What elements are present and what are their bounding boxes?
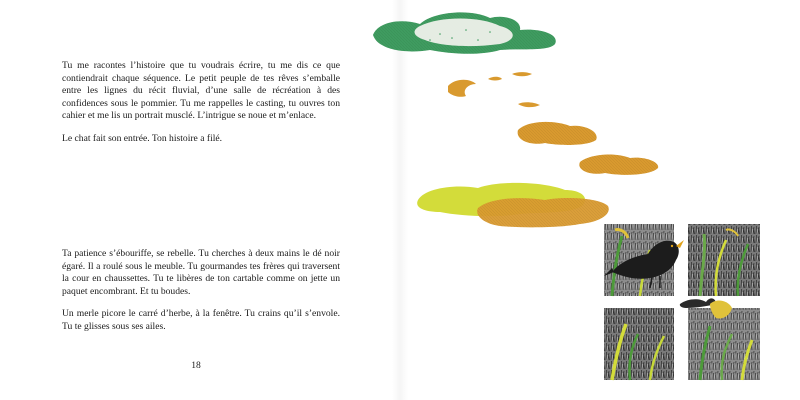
paragraph: Un merle picore le carré d’herbe, à la fenêtre. Tu crains qu’il s’envole. Tu te glisses sous ses ailes. bbox=[62, 308, 340, 332]
paragraph: Le chat fait son entrée. Ton histoire a filé. bbox=[62, 132, 223, 144]
book-gutter bbox=[392, 0, 408, 400]
text-block-top bbox=[62, 60, 340, 156]
page-number: 18 bbox=[191, 360, 201, 371]
paragraph: Ta patience s’ébouriffe, se rebelle. Tu cherches à deux mains le dé noir égaré. Il a roulé sous le meuble. Tu gourmandes tes frères qui traversent la cour en chaussettes. Tu te libères de ton cartable comme on jette un paquet encombrant. Et tu boudes. bbox=[62, 248, 340, 297]
text-block-bottom bbox=[62, 248, 340, 344]
paragraph: Tu me racontes l’histoire que tu voudrais écrire, tu me dis ce que contiendrait chaque séquence. Le petit peuple de tes rêves s’emballe entre les lignes du récit fluvial, d’une salle de récréation à des confidences sous le pommier. Tu me rappelles le casting, tu ouvres ton cahier et me lis un portrait musclé. L’intrigue se noue et m’enlace. bbox=[62, 60, 340, 122]
right-page bbox=[400, 0, 800, 400]
